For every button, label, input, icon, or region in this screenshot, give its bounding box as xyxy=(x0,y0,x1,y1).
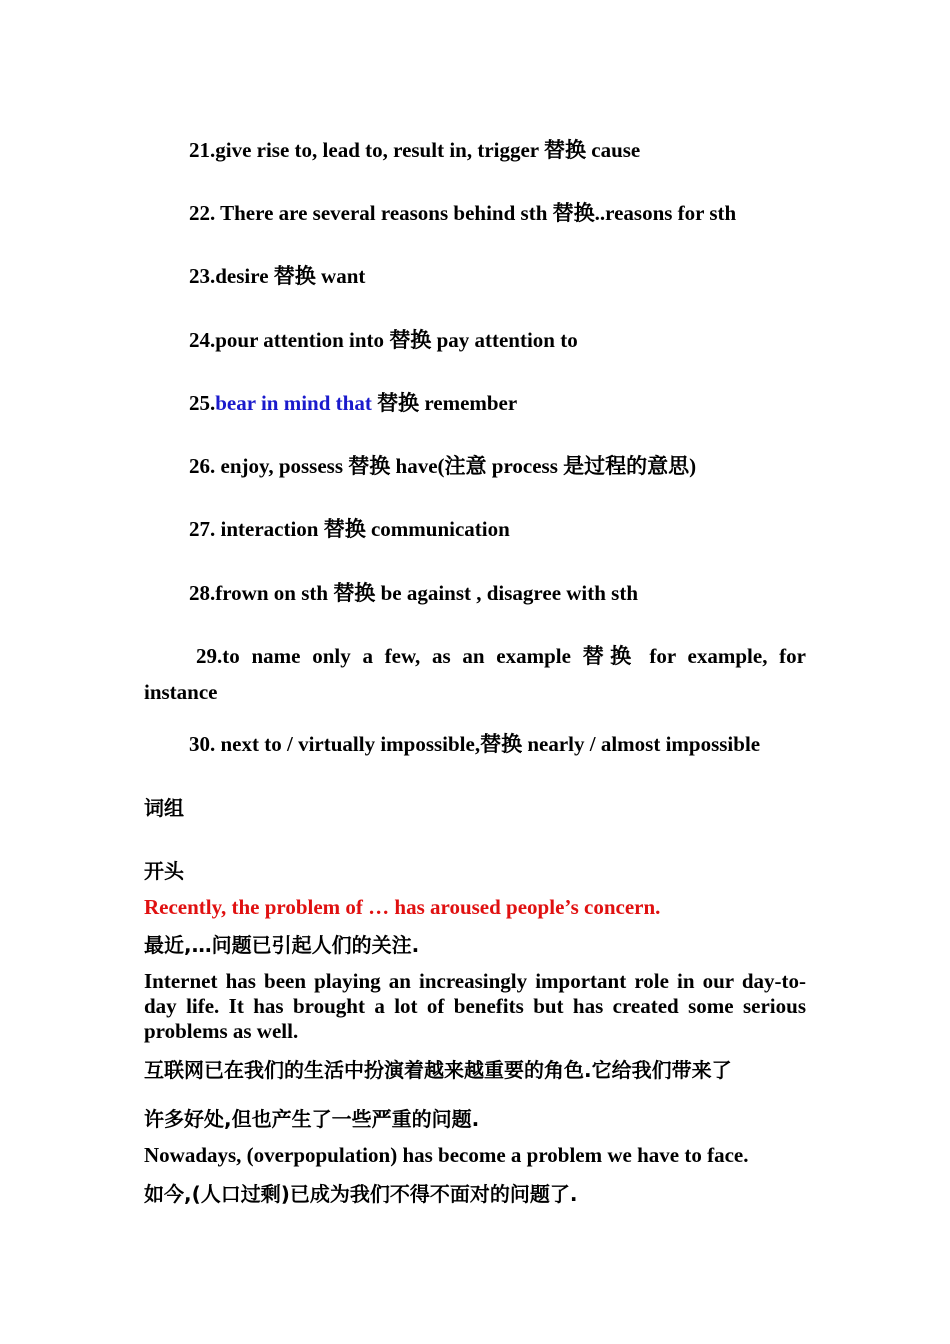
vocab-item-30 xyxy=(189,732,760,756)
item-replacement: be against , disagree with sth xyxy=(375,581,639,605)
item-replacement: communication xyxy=(365,517,510,541)
item-number: 22. xyxy=(189,201,221,225)
vocab-item-22 xyxy=(189,201,736,225)
sentence-1-english: Recently, the problem of … has aroused people’s concern. xyxy=(144,895,661,919)
section-heading-phrases: 词组 xyxy=(144,796,184,820)
vocab-item-28 xyxy=(189,581,638,605)
replace-label: 替换 xyxy=(333,581,376,605)
section-heading-opening: 开头 xyxy=(144,859,184,883)
item-replacement: remember xyxy=(419,391,518,415)
note-zh-suffix: 是过程的意思 xyxy=(563,454,690,478)
item-replacement: pay attention to xyxy=(431,328,578,352)
vocab-item-26 xyxy=(189,454,696,478)
replace-label: 替换 xyxy=(552,201,595,225)
item-number: 21. xyxy=(189,138,216,162)
item-number: 27. xyxy=(189,517,221,541)
item-phrase: next to / virtually impossible, xyxy=(220,732,481,756)
item-number: 24. xyxy=(189,328,216,352)
replace-label: 替换 xyxy=(389,328,432,352)
item-phrase: give rise to, lead to, result in, trigger xyxy=(215,138,544,162)
replace-label: 替换 xyxy=(544,138,586,162)
item-replacement: cause xyxy=(586,138,641,162)
note-close: ) xyxy=(689,454,697,478)
vocab-item-25 xyxy=(189,391,517,415)
replace-label: 替换 xyxy=(273,264,316,288)
replace-label: 替换 xyxy=(480,732,523,756)
item-phrase: 29.to name only a few, as an example xyxy=(196,644,583,668)
replace-label: 替换 xyxy=(582,644,638,668)
item-29-line-2: instance xyxy=(144,680,218,704)
item-phrase-highlighted: bear in mind that xyxy=(215,391,372,415)
sentence-1-chinese: 最近,…问题已引起人们的关注. xyxy=(144,933,420,957)
sentence-2-chinese-line-2: 许多好处,但也产生了一些严重的问题. xyxy=(144,1107,480,1131)
note-en: process xyxy=(486,454,564,478)
note-zh-prefix: 注意 xyxy=(444,454,487,478)
item-phrase: frown on sth xyxy=(215,581,334,605)
item-replacement: have( xyxy=(390,454,445,478)
item-number: 23. xyxy=(189,264,216,288)
sentence-2-english: Internet has been playing an increasingly important role in our day-to-day life. It has brought a lot of benefits but has created some serious problems as well. xyxy=(144,969,806,1043)
item-phrase: pour attention into xyxy=(215,328,390,352)
vocab-item-21 xyxy=(189,138,640,162)
item-number: 28. xyxy=(189,581,216,605)
sentence-3-english: Nowadays, (overpopulation) has become a problem we have to face. xyxy=(144,1143,749,1167)
item-replacement: for example, for xyxy=(637,644,806,668)
vocab-item-23 xyxy=(189,264,365,288)
item-replacement: nearly / almost impossible xyxy=(522,732,761,756)
vocab-item-29 xyxy=(144,638,806,710)
item-phrase: desire xyxy=(215,264,274,288)
vocab-item-27 xyxy=(189,517,510,541)
replace-label: 替换 xyxy=(377,391,420,415)
replace-label: 替换 xyxy=(348,454,391,478)
item-replacement: want xyxy=(315,264,366,288)
item-number: 26. xyxy=(189,454,221,478)
vocab-item-24 xyxy=(189,328,578,352)
item-number: 25. xyxy=(189,391,216,415)
replace-label: 替换 xyxy=(323,517,366,541)
item-number: 30. xyxy=(189,732,221,756)
item-phrase: There are several reasons behind sth xyxy=(220,201,553,225)
sentence-3-chinese: 如今,(人口过剩)已成为我们不得不面对的问题了. xyxy=(144,1182,578,1206)
item-phrase: interaction xyxy=(220,517,324,541)
sentence-2-chinese-line-1: 互联网已在我们的生活中扮演着越来越重要的角色.它给我们带来了 xyxy=(144,1058,732,1082)
item-phrase: enjoy, possess xyxy=(220,454,349,478)
item-replacement: ..reasons for sth xyxy=(594,201,737,225)
item-29-line-1 xyxy=(144,638,806,674)
